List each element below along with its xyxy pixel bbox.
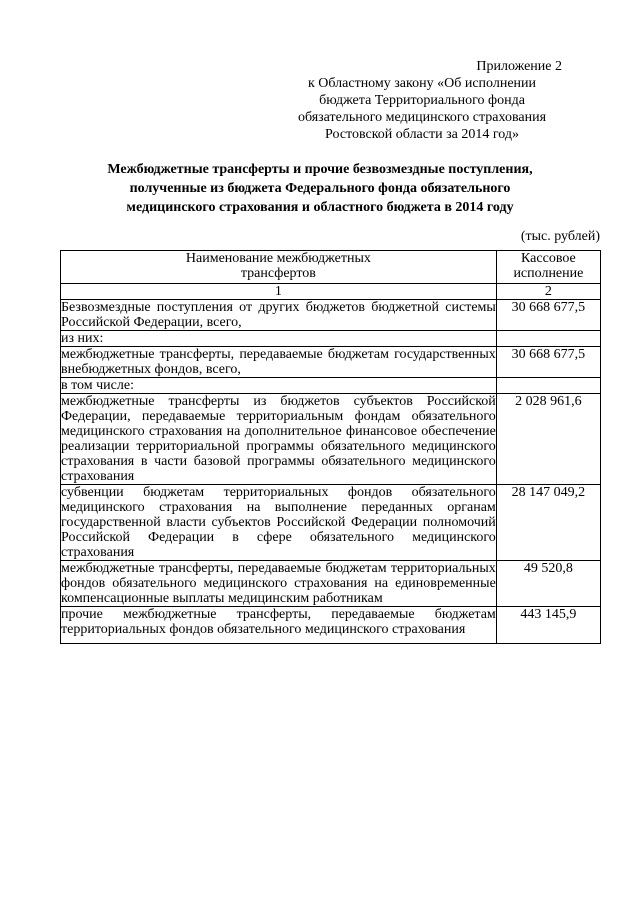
row-name-cell: субвенции бюджетам территориальных фондов обязательного медицинского страхования на выполнение переданных органам государственной власти субъектов Российской Федерации полномочий Российской Федерации в сфере обязательного медицинского страхования [61, 485, 496, 560]
table-row [61, 331, 601, 347]
table-row [61, 300, 601, 331]
row-value-cell: 443 145,9 [496, 607, 600, 644]
title-line: полученные из бюджета Федерального фонда обязательного [129, 181, 511, 196]
appendix-header [272, 58, 572, 143]
column-number: 1 [61, 284, 497, 300]
row-value-cell [496, 378, 600, 394]
column-number-row [61, 284, 601, 300]
appendix-line: бюджета Территориального фонда [319, 93, 525, 108]
column-header-name: Наименование межбюджетных трансфертов [61, 251, 497, 284]
column-header-value: Кассовое исполнение [496, 251, 600, 284]
table-body [61, 300, 601, 644]
appendix-line: Ростовской области за 2014 год» [325, 127, 519, 142]
row-value-cell: 2 028 961,6 [496, 394, 600, 485]
row-value-cell: 30 668 677,5 [496, 300, 600, 331]
row-name-cell: из них: [61, 331, 497, 347]
table-row [61, 347, 601, 378]
row-value-cell: 28 147 049,2 [496, 485, 600, 561]
appendix-label: Приложение 2 [476, 59, 562, 74]
table-header-row [61, 251, 601, 284]
appendix-line: к Областному закону «Об исполнении [307, 76, 537, 91]
table-row [61, 485, 601, 561]
table-row [61, 378, 601, 394]
table-row [61, 394, 601, 485]
column-number: 2 [496, 284, 600, 300]
document-title [80, 160, 560, 217]
title-line: Межбюджетные трансферты и прочие безвозмездные поступления, [107, 162, 533, 177]
row-name-cell: межбюджетные трансферты, передаваемые бюджетам территориальных фондов обязательного медицинского страхования на единовременные компенсационные выплаты медицинским работникам [61, 561, 496, 606]
table-row [61, 607, 601, 644]
row-value-cell: 49 520,8 [496, 561, 600, 607]
title-line: медицинского страхования и областного бюджета в 2014 году [126, 200, 514, 215]
transfers-table [60, 250, 601, 644]
units-label: (тыс. рублей) [520, 229, 600, 244]
row-name-cell: межбюджетные трансферты, передаваемые бюджетам государственных внебюджетных фондов, всего, [61, 347, 496, 377]
row-value-cell: 30 668 677,5 [496, 347, 600, 378]
row-name-cell: в том числе: [61, 378, 497, 394]
row-value-cell [496, 331, 600, 347]
table-row [61, 561, 601, 607]
appendix-line: обязательного медицинского страхования [297, 110, 547, 125]
row-name-cell: межбюджетные трансферты из бюджетов субъектов Российской Федерации, передаваемые территориальным фондам обязательного медицинского страхования на дополнительное финансовое обеспечение реализации территориальной программы обязательного медицинского страхования в части базовой программы обязательного медицинского страхования [61, 394, 496, 484]
row-name-cell: Безвозмездные поступления от других бюджетов бюджетной системы Российской Федерации, всего, [61, 300, 496, 330]
row-name-cell: прочие межбюджетные трансферты, передаваемые бюджетам территориальных фондов обязательного медицинского страхования [61, 607, 497, 644]
